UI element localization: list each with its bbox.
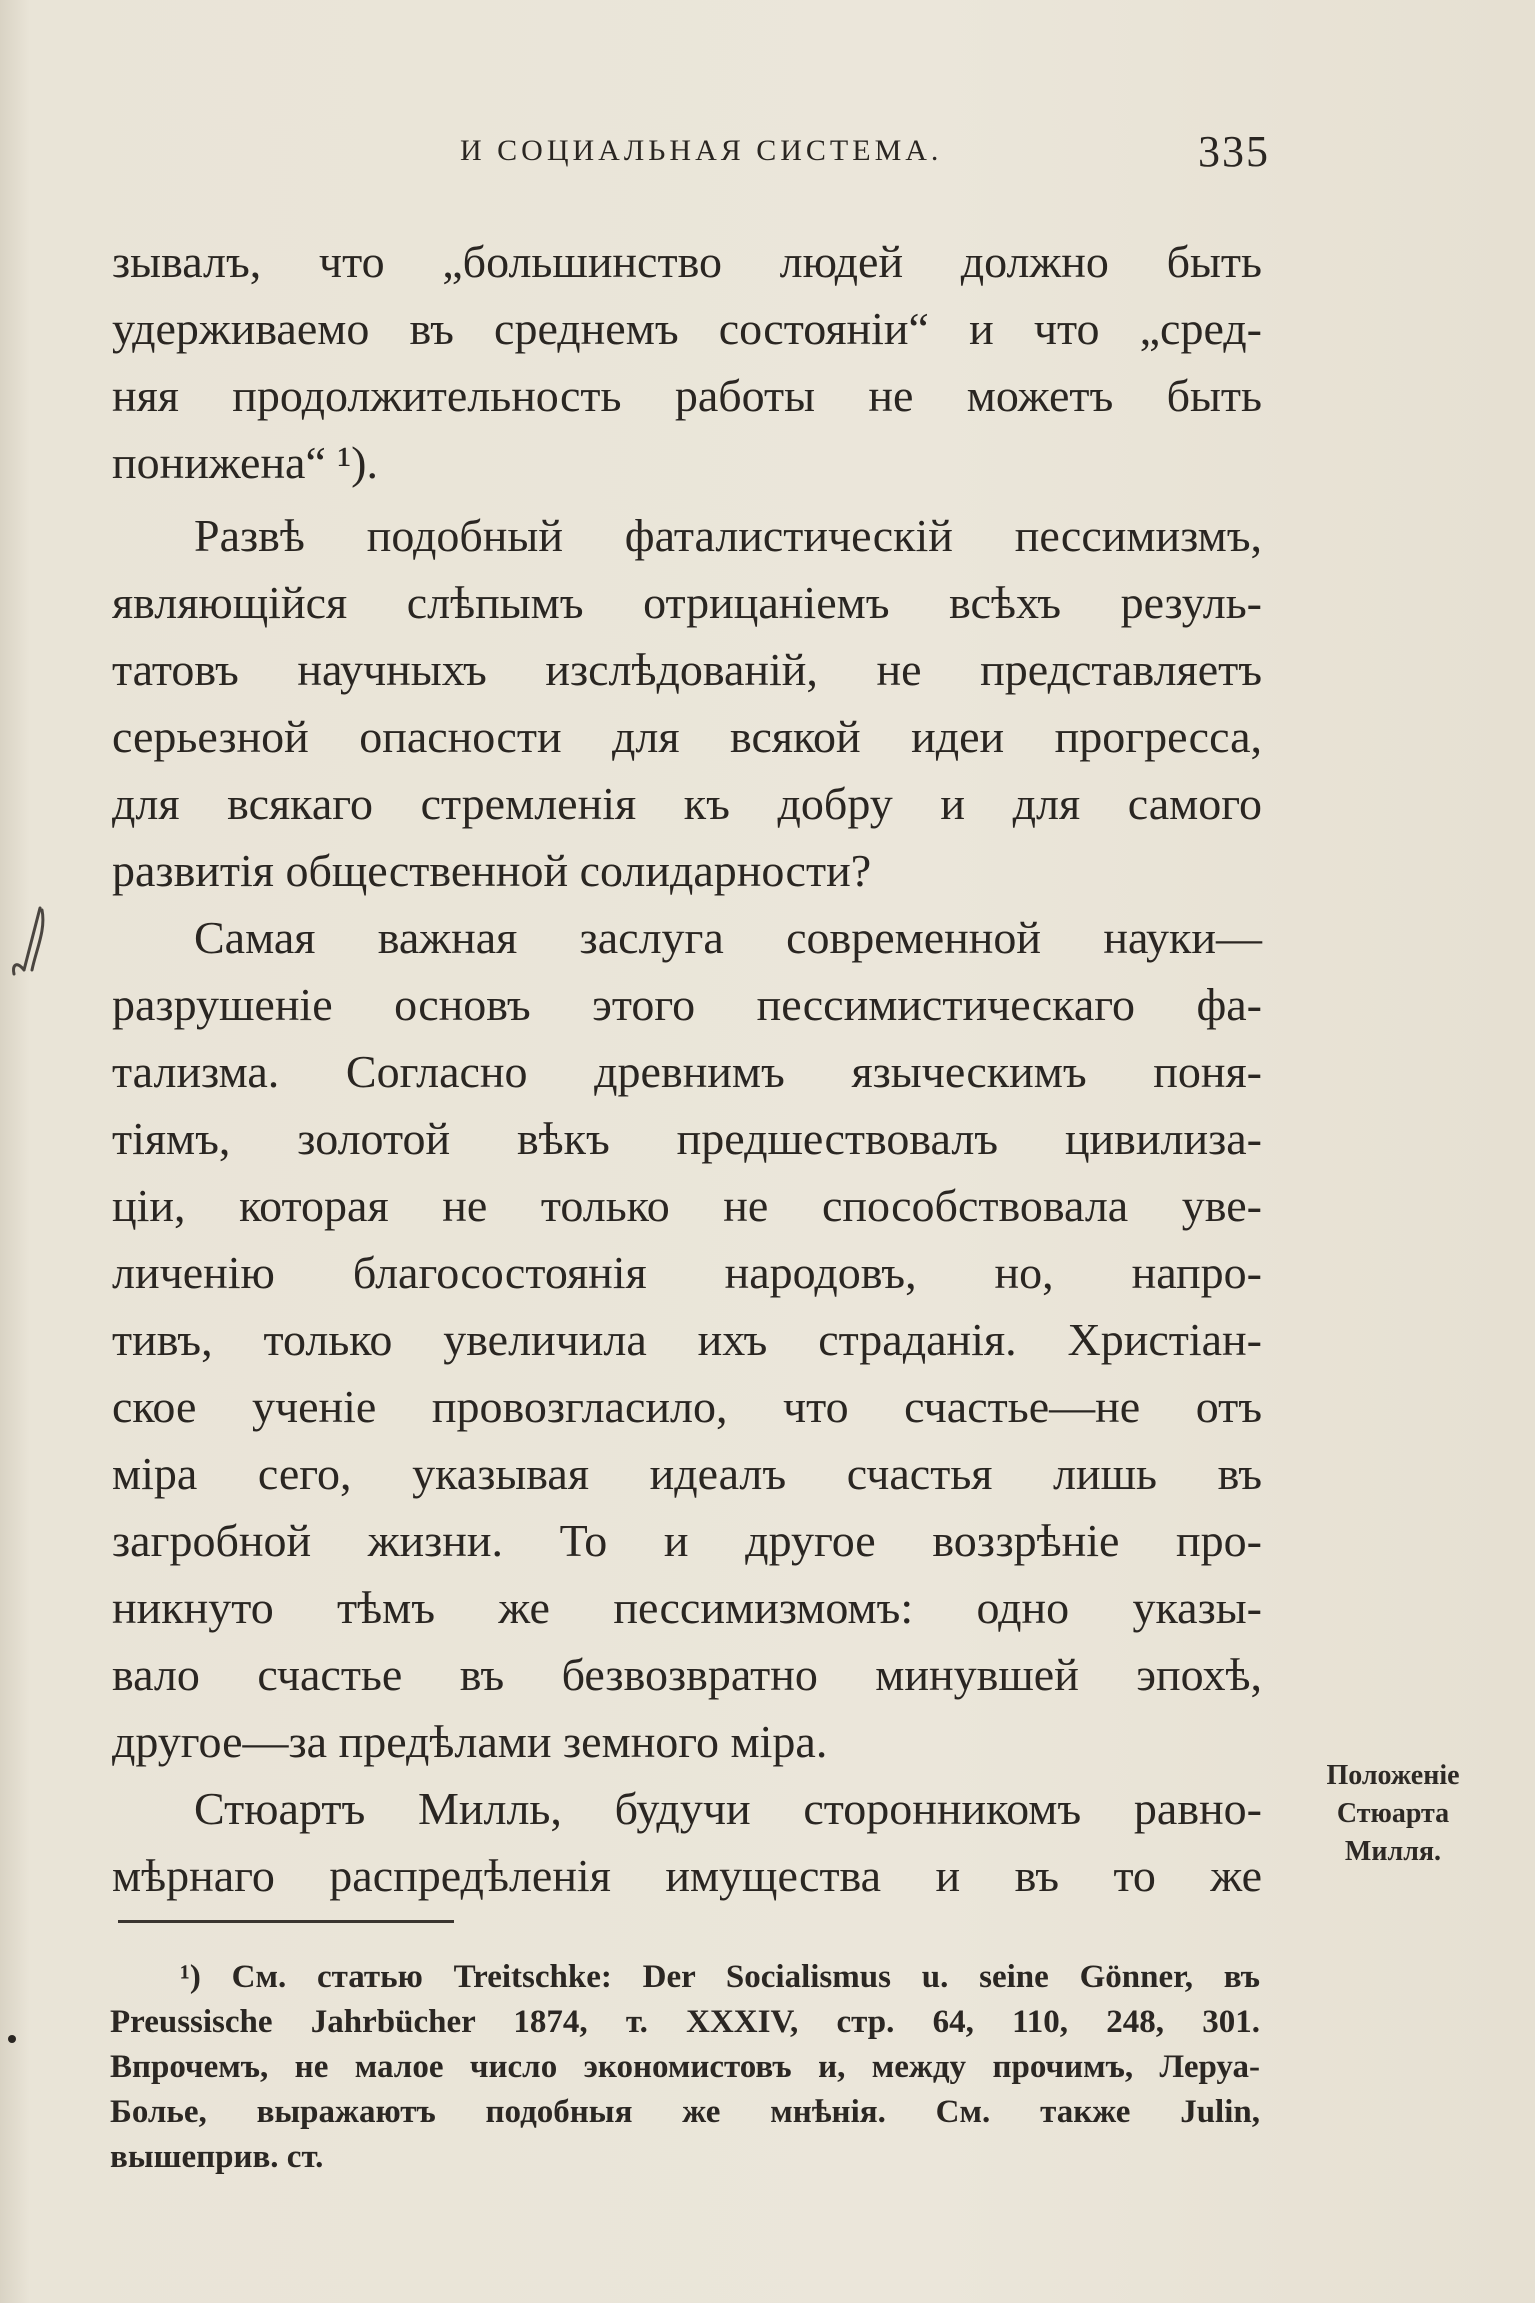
margin-note-line: Положеніе bbox=[1326, 1760, 1460, 1791]
footnote-line: Болье, выражаютъ подобныя же мнѣнія. См. также Julin, bbox=[110, 2094, 1260, 2130]
footnote-line: вышеприв. ст. bbox=[110, 2139, 324, 2175]
margin-note-line: Милля. bbox=[1344, 1836, 1442, 1867]
footnote bbox=[110, 1955, 1260, 2180]
margin-note-line: Стюарта bbox=[1336, 1798, 1450, 1829]
text-line: міра сего, указывая идеалъ счастья лишь въ bbox=[112, 1448, 1262, 1499]
text-line: тіямъ, золотой вѣкъ предшествовалъ цивилиза- bbox=[112, 1113, 1262, 1164]
text-line: тивъ, только увеличила ихъ страданія. Христіан- bbox=[112, 1314, 1262, 1365]
text-line: Развѣ подобный фаталистическій пессимизмъ, bbox=[194, 510, 1262, 561]
text-line: серьезной опасности для всякой идеи прогресса, bbox=[112, 711, 1262, 762]
footnote-line: ¹) См. статью Treitschke: Der Socialismus u. seine Gönner, въ bbox=[180, 1959, 1260, 1995]
text-line: личенію благосостоянія народовъ, но, напро- bbox=[112, 1247, 1262, 1298]
text-line: развитія общественной солидарности? bbox=[112, 845, 872, 896]
text-line: вало счастье въ безвозвратно минувшей эпохѣ, bbox=[112, 1649, 1262, 1700]
text-line: зывалъ, что „большинство людей должно быть bbox=[112, 236, 1262, 287]
text-line: являющійся слѣпымъ отрицаніемъ всѣхъ резуль- bbox=[112, 577, 1262, 628]
text-line: для всякаго стремленія къ добру и для самого bbox=[112, 778, 1262, 829]
running-title: И СОЦИАЛЬНАЯ СИСТЕМА. bbox=[460, 134, 943, 167]
text-line: Самая важная заслуга современной науки— bbox=[194, 912, 1262, 963]
page-header bbox=[110, 126, 1270, 186]
footnote-line: Preussische Jahrbücher 1874, т. XXXIV, стр. 64, 110, 248, 301. bbox=[110, 2004, 1260, 2040]
text-line: никнуто тѣмъ же пессимизмомъ: одно указы- bbox=[112, 1582, 1262, 1633]
text-line: разрушеніе основъ этого пессимистическаго фа- bbox=[112, 979, 1262, 1030]
text-line: татовъ научныхъ изслѣдованій, не представляетъ bbox=[112, 644, 1262, 695]
text-line: Стюартъ Милль, будучи сторонникомъ равно- bbox=[194, 1783, 1262, 1834]
ink-speck bbox=[8, 2035, 16, 2043]
text-line: загробной жизни. То и другое воззрѣніе про- bbox=[112, 1515, 1262, 1566]
text-line: няя продолжительность работы не можетъ быть bbox=[112, 370, 1262, 421]
footnote-divider bbox=[118, 1920, 454, 1923]
text-line: ціи, которая не только не способствовала уве- bbox=[112, 1180, 1262, 1231]
text-line: мѣрнаго распредѣленія имущества и въ то же bbox=[112, 1850, 1262, 1901]
text-line: удерживаемо въ среднемъ состояніи“ и что „сред- bbox=[112, 303, 1262, 354]
text-line: другое—за предѣлами земного міра. bbox=[112, 1716, 828, 1767]
pencil-margin-mark-icon bbox=[2, 900, 62, 990]
page-number: 335 bbox=[1198, 127, 1270, 176]
footnote-line: Впрочемъ, не малое число экономистовъ и, между прочимъ, Леруа- bbox=[110, 2049, 1260, 2085]
text-line: ское ученіе провозгласило, что счастье—не отъ bbox=[112, 1381, 1262, 1432]
body-text bbox=[112, 228, 1262, 1909]
margin-note bbox=[1298, 1757, 1488, 1871]
text-line: понижена“ ¹). bbox=[112, 437, 379, 488]
text-line: тализма. Согласно древнимъ языческимъ поня- bbox=[112, 1046, 1262, 1097]
